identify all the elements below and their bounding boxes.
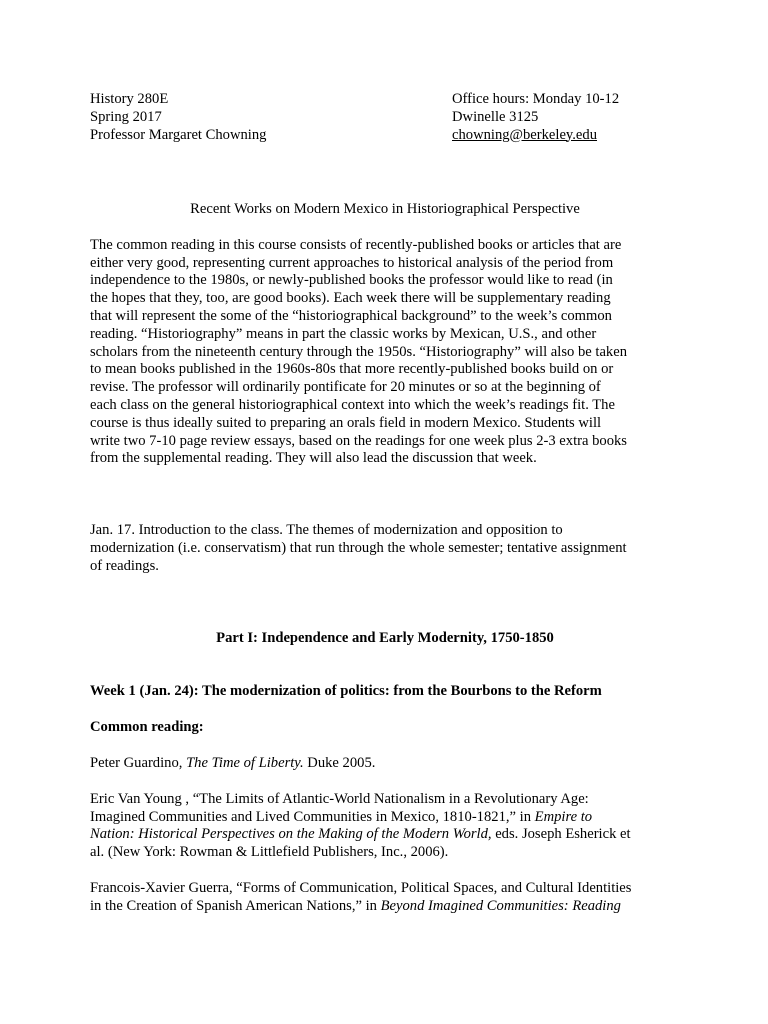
reading-line: al. (New York: Rowman & Littlefield Publishers, Inc., 2006). (90, 844, 449, 861)
intro-line: revise. The professor will ordinarily pontificate for 20 minutes or so at the beginning of (90, 379, 601, 396)
contact-info (452, 91, 619, 144)
reading-book-title: Beyond Imagined Communities: Reading (380, 897, 621, 914)
intro-line: write two 7-10 page review essays, based on the readings for one week plus 2-3 extra books (90, 432, 627, 449)
intro-line: reading. “Historiography” means in part the classic works by Mexican, U.S., and other (90, 325, 597, 342)
reading-author: Peter Guardino, (90, 754, 187, 771)
jan17-line: of readings. (90, 557, 159, 574)
office-hours: Office hours: Monday 10-12 (452, 91, 620, 107)
reading-publisher: Duke 2005. (303, 754, 376, 771)
week-1-heading: Week 1 (Jan. 24): The modernization of politics: from the Bourbons to the Reform (90, 683, 602, 700)
reading-line: Eric Van Young , “The Limits of Atlantic-World Nationalism in a Revolutionary Age: (90, 790, 589, 807)
professor-name: Professor Margaret Chowning (90, 126, 267, 143)
reading-text: in the Creation of Spanish American Nations,” in (90, 897, 381, 914)
office-location: Dwinelle 3125 (452, 108, 539, 125)
part-1-heading: Part I: Independence and Early Modernity, 1750-1850 (216, 629, 554, 646)
course-term: Spring 2017 (90, 108, 162, 125)
intro-line: from the supplemental reading. They will also lead the discussion that week. (90, 450, 537, 467)
course-header (90, 91, 680, 145)
reading-line (90, 898, 680, 916)
reading-book-title: The Time of Liberty. (186, 754, 304, 771)
reading-line (90, 755, 680, 773)
reading-line (90, 826, 680, 844)
intro-line: either very good, representing current approaches to historical analysis of the period from (90, 254, 614, 271)
reading-book-title: Empire to (534, 808, 593, 825)
jan17-line: modernization (i.e. conservatism) that run through the whole semester; tentative assignment (90, 539, 627, 556)
intro-line: course is thus ideally suited to preparing an orals field in modern Mexico. Students will (90, 414, 602, 431)
reading-text: Imagined Communities and Lived Communities in Mexico, 1810-1821,” in (90, 808, 535, 825)
intro-line: scholars from the nineteenth century through the 1950s. “Historiography” will also be taken (90, 343, 627, 360)
reading-line: Francois-Xavier Guerra, “Forms of Communication, Political Spaces, and Cultural Identities (90, 879, 632, 896)
reading-guerra (90, 880, 680, 916)
reading-van-young (90, 791, 680, 862)
reading-guardino (90, 755, 680, 773)
intro-paragraph (90, 237, 680, 468)
common-reading-heading: Common reading: (90, 719, 204, 736)
intro-line: that will represent the some of the “historiographical background” to the week’s common (90, 307, 612, 324)
email-link[interactable]: chowning@berkeley.edu (452, 126, 598, 143)
reading-book-title: Nation: Historical Perspectives on the Making of the Modern World, (90, 826, 492, 843)
intro-line: The common reading in this course consists of recently-published books or articles that are (90, 236, 622, 253)
intro-line: independence to the 1980s, or newly-published books the professor would like to read (in (90, 272, 613, 289)
jan17-entry (90, 522, 680, 575)
syllabus-page (90, 91, 680, 916)
intro-line: to mean books published in the 1960s-80s that more recently-published books build on or (90, 361, 614, 378)
jan17-line: Jan. 17. Introduction to the class. The themes of modernization and opposition to (90, 522, 563, 539)
reading-line (90, 809, 680, 827)
intro-line: the hopes that they, too, are good books). Each week there will be supplementary reading (90, 290, 611, 307)
reading-text: eds. Joseph Esherick et (491, 826, 631, 843)
intro-line: each class on the general historiographical context into which the week’s readings fit. The (90, 396, 615, 413)
course-info (90, 91, 266, 144)
document-title: Recent Works on Modern Mexico in Historiographical Perspective (190, 201, 580, 217)
course-number: History 280E (90, 91, 169, 107)
